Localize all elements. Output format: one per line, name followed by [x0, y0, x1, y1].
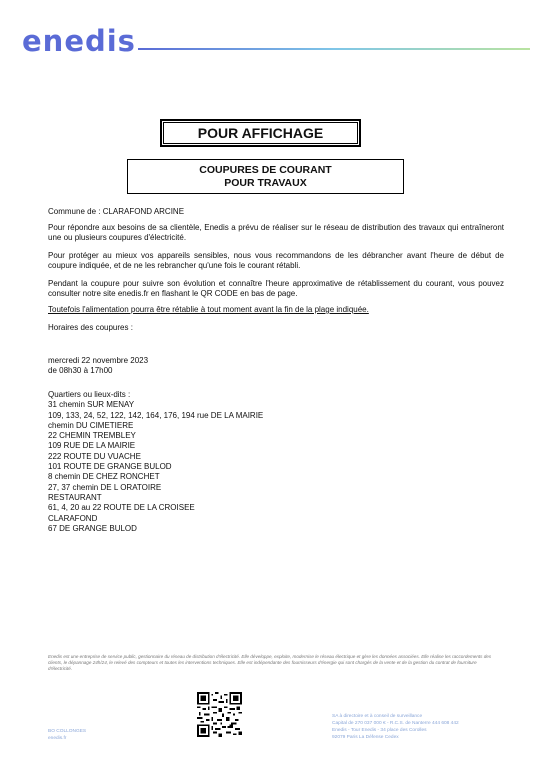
- paragraph-2: [48, 251, 504, 272]
- place-item: 222 ROUTE DU VUACHE: [48, 451, 141, 461]
- schedule-time: de 08h30 à 17h00: [48, 366, 113, 376]
- places-label: Quartiers ou lieux-dits :: [48, 390, 131, 399]
- place-item: 27, 37 chemin DE L ORATOIRE: [48, 482, 162, 492]
- paragraph-text: Pour protéger au mieux vos appareils sensibles, nous vous recommandons de les débrancher avant l'heure de début de coupure indiquée, et de ne les rebrancher qu'une fois le courant rétabli.: [48, 251, 504, 271]
- place-item: 109 RUE DE LA MAIRIE: [48, 441, 136, 451]
- title-box: POUR AFFICHAGE: [160, 119, 361, 147]
- place-item: 31 chemin SUR MENAY: [48, 400, 135, 410]
- places: [48, 390, 504, 534]
- paragraph-text: Pendant la coupure pour suivre son évolution et connaître l'heure approximative de rétablissement du courant, vous pouvez consulter notre site enedis.fr en flashant le QR CODE en bas de page.: [48, 279, 504, 299]
- subtitle-line-1: COUPURES DE COURANT: [199, 163, 332, 176]
- header-gradient-bar: [138, 48, 530, 50]
- corporate-line: Capital de 270 037 000 € - R.C.S. de Nanterre 444 608 442: [332, 721, 459, 726]
- paragraph-1: [48, 223, 504, 244]
- logo-text: enedis: [22, 24, 136, 58]
- place-item: 8 chemin DE CHEZ RONCHET: [48, 472, 160, 482]
- footer-corporate: [332, 713, 459, 741]
- place-item: chemin DU CIMETIERE: [48, 420, 134, 430]
- hours-label: [48, 323, 504, 333]
- footer-contact: [48, 728, 86, 742]
- hours-label-text: Horaires des coupures :: [48, 323, 133, 332]
- place-item: 67 DE GRANGE BULOD: [48, 523, 137, 533]
- corporate-line: Enedis - Tour Enedis - 34 place des Corolles: [332, 728, 427, 733]
- place-item: CLARAFOND: [48, 513, 98, 523]
- place-item: 109, 133, 24, 52, 122, 142, 164, 176, 194 rue DE LA MAIRIE: [48, 410, 264, 420]
- warning: [48, 305, 504, 315]
- place-item: 22 CHEMIN TREMBLEY: [48, 431, 136, 441]
- paragraph-3: [48, 279, 504, 300]
- contact-link[interactable]: enedis.fr: [48, 736, 67, 741]
- place-item: RESTAURANT: [48, 492, 102, 502]
- subtitle-box: [127, 159, 404, 194]
- commune-line: Commune de : CLARAFOND ARCINE: [48, 207, 185, 216]
- qr-code-icon[interactable]: [197, 692, 242, 737]
- corporate-line: 92079 Paris La Défense Cedex: [332, 735, 399, 740]
- subtitle-line-2: POUR TRAVAUX: [224, 176, 307, 189]
- warning-text: Toutefois l'alimentation pourra être rétablie à tout moment avant la fin de la plage indiquée.: [48, 305, 369, 314]
- place-item: 101 ROUTE DE GRANGE BULOD: [48, 462, 172, 472]
- contact-line: BO COLLONGES: [48, 729, 87, 734]
- paragraph-text: Pour répondre aux besoins de sa clientèle, Enedis a prévu de réaliser sur le réseau de distribution des travaux qui entraîneront une ou plusieurs coupures d'électricité.: [48, 223, 504, 243]
- place-item: 61, 4, 20 au 22 ROUTE DE LA CROISEE: [48, 503, 195, 513]
- footer-legal-text: Enedis est une entreprise de service public, gestionnaire du réseau de distribution d'électricité. Elle développe, exploite, modernise le réseau électrique et gère les données associées. Elle réalise les raccordements des clients, le dépannage 24h/24, le relevé des compteurs et toutes les interventions techniques. Elle est indépendante des fournisseurs d'énergie qui sont chargés de la vente et de la gestion du contrat de fourniture d'électricité.: [48, 654, 492, 671]
- schedule-date: mercredi 22 novembre 2023: [48, 356, 149, 365]
- corporate-line: SA à directoire et à conseil de surveillance: [332, 714, 423, 719]
- schedule: [48, 356, 504, 377]
- commune: [48, 207, 504, 217]
- enedis-logo: [22, 24, 136, 58]
